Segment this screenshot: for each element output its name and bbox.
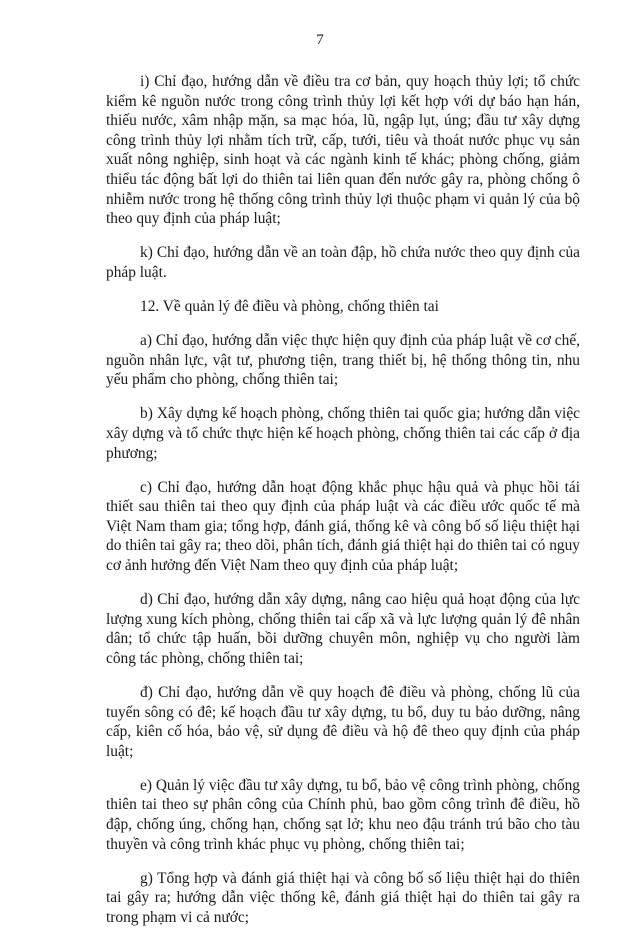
paragraph-i-irrigation-planning: i) Chỉ đạo, hướng dẫn về điều tra cơ bản, quy hoạch thủy lợi; tổ chức kiểm kê nguồn nước trong công trình thủy lợi kết hợp với dự báo hạn hán, thiếu nước, xâm nhập mặn, sa mạc hóa, lũ, ngập lụt, úng; đầu tư xây dựng công trình thủy lợi nhằm tích trữ, cấp, tưới, tiêu và thoát nước phục vụ sản xuất nông nghiệp, sinh hoạt và các ngành kinh tế khác; phòng chống, giảm thiểu tác động bất lợi do thiên tai liên quan đến nước gây ra, phòng chống ô nhiễm nước trong hệ thống công trình thủy lợi thuộc phạm vi quản lý của bộ theo quy định của pháp luật; [106,73,580,228]
paragraph-dd-dyke-planning: đ) Chỉ đạo, hướng dẫn về quy hoạch đê điều và phòng, chống lũ của tuyến sông có đê; kế hoạch đầu tư xây dựng, tu bổ, duy tu bảo dưỡng, nâng cấp, kiên cố hóa, bảo vệ, sử dụng đê điều và hộ đê theo quy định của pháp luật; [106,683,580,760]
page-number: 7 [316,32,324,48]
paragraph-d-shock-forces: d) Chỉ đạo, hướng dẫn xây dựng, nâng cao hiệu quả hoạt động của lực lượng xung kích phòng, chống thiên tai cấp xã và lực lượng quản lý đê nhân dân; tổ chức tập huấn, bồi dưỡng chuyên môn, nghiệp vụ cho người làm công tác phòng, chống thiên tai; [106,591,580,667]
paragraph-e-construction-management: e) Quản lý việc đầu tư xây dựng, tu bổ, bảo vệ công trình phòng, chống thiên tai theo sự phân công của Chính phủ, bao gồm công trình đê điều, hồ đập, chống úng, chống hạn, chống sạt lở; khu neo đậu tránh trú bão cho tàu thuyền và công trình khác phục vụ phòng, chống thiên tai; [106,776,580,853]
paragraph-k-dam-safety: k) Chỉ đạo, hướng dẫn về an toàn đập, hồ chứa nước theo quy định của pháp luật. [106,244,580,281]
section-heading-12-dyke-disaster: 12. Về quản lý đê điều và phòng, chống thiên tai [140,297,439,315]
document-body [106,72,580,942]
paragraph-b-national-plan: b) Xây dựng kế hoạch phòng, chống thiên tai quốc gia; hướng dẫn việc xây dựng và tổ chức thực hiện kế hoạch phòng, chống thiên tai các cấp ở địa phương; [106,405,580,462]
paragraph-a-disaster-regulations: a) Chỉ đạo, hướng dẫn việc thực hiện quy định của pháp luật về cơ chế, nguồn nhân lực, vật tư, phương tiện, trang thiết bị, hệ thống thông tin, nhu yếu phẩm cho phòng, chống thiên tai; [106,332,580,389]
paragraph-c-recovery: c) Chỉ đạo, hướng dẫn hoạt động khắc phục hậu quả và phục hồi tái thiết sau thiên tai theo quy định của pháp luật và các điều ước quốc tế mà Việt Nam tham gia; tổng hợp, đánh giá, thống kê và công bố số liệu thiệt hại do thiên tai gây ra; theo dõi, phân tích, đánh giá thiệt hại do thiên tai có nguy cơ ảnh hưởng đến Việt Nam theo quy định của pháp luật; [106,478,580,574]
paragraph-g-damage-assessment: g) Tổng hợp và đánh giá thiệt hại và công bố số liệu thiệt hại do thiên tai gây ra; hướng dẫn việc thống kê, đánh giá thiệt hại do thiên tai gây ra trong phạm vi cả nước; [106,869,580,926]
